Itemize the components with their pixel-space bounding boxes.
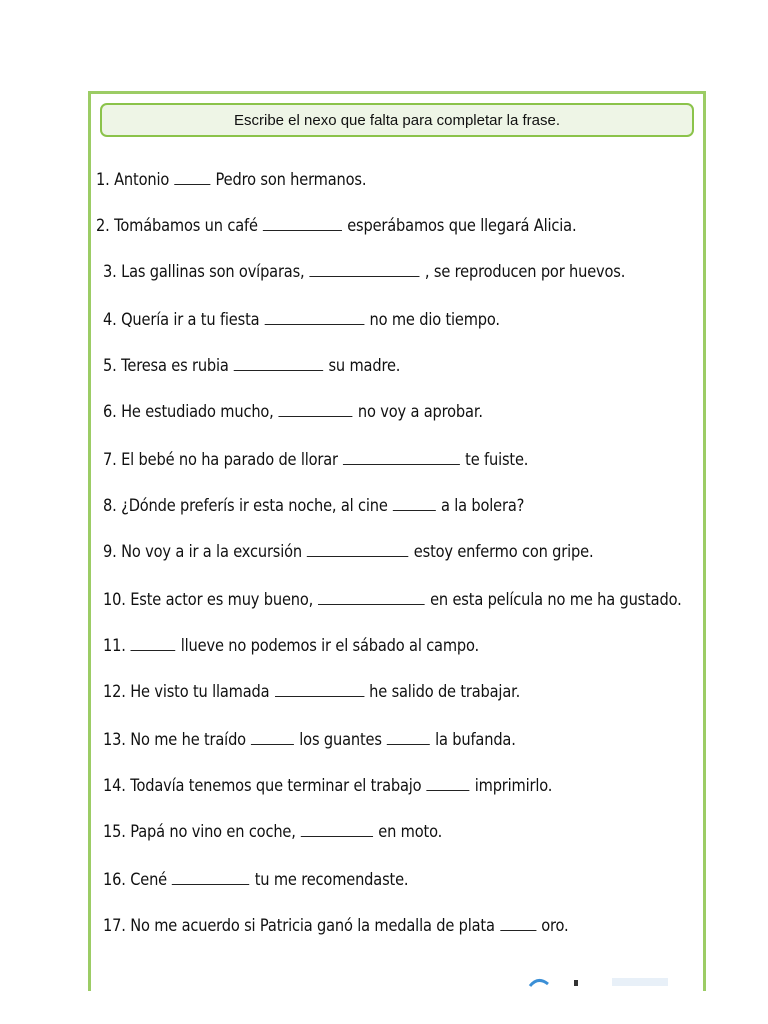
item-number: 1. (96, 170, 110, 190)
answer-blank[interactable] (251, 732, 294, 745)
item-text-before: No me he traído (130, 730, 246, 750)
exercise-6 (103, 402, 483, 422)
item-number: 13. (103, 730, 126, 750)
item-text-before: Tomábamos un café (114, 216, 258, 236)
item-number: 4. (103, 310, 117, 330)
instruction-box (100, 103, 694, 137)
item-number: 3. (103, 262, 117, 282)
item-text-before: No voy a ir a la excursión (121, 542, 302, 562)
answer-blank[interactable] (234, 358, 323, 371)
exercise-1 (96, 170, 366, 190)
instruction-text: Escribe el nexo que falta para completar la frase. (233, 111, 560, 129)
answer-blank[interactable] (393, 498, 436, 511)
item-text-after: a la bolera? (440, 496, 525, 516)
item-text-before: Antonio (114, 170, 170, 190)
item-text-before: He estudiado mucho, (121, 402, 274, 422)
exercise-9 (103, 542, 593, 562)
item-number: 2. (96, 216, 110, 236)
item-number: 14. (103, 776, 126, 796)
item-number: 11. (103, 636, 126, 656)
item-text-before: No me acuerdo si Patricia ganó la medalla de plata (130, 916, 495, 936)
answer-blank[interactable] (343, 452, 460, 465)
answer-blank[interactable] (275, 684, 364, 697)
item-text-before: Las gallinas son ovíparas, (121, 262, 305, 282)
item-text-middle: los guantes (299, 730, 382, 750)
item-text-after: esperábamos que llegará Alicia. (347, 216, 577, 236)
item-text-before: Teresa es rubia (121, 356, 229, 376)
item-number: 8. (103, 496, 117, 516)
item-text-after: Pedro son hermanos. (215, 170, 367, 190)
item-text-after: he salido de trabajar. (369, 682, 521, 702)
item-text-before: Quería ir a tu fiesta (121, 310, 260, 330)
exercise-15 (103, 822, 442, 842)
answer-blank[interactable] (318, 592, 425, 605)
answer-blank[interactable] (174, 172, 210, 185)
exercise-4 (103, 310, 500, 330)
item-number: 7. (103, 450, 117, 470)
item-number: 6. (103, 402, 117, 422)
exercise-14 (103, 776, 552, 796)
item-number: 12. (103, 682, 126, 702)
item-text-after: tu me recomendaste. (254, 870, 409, 890)
answer-blank[interactable] (265, 312, 365, 325)
exercise-13 (103, 730, 516, 750)
item-text-before: Todavía tenemos que terminar el trabajo (130, 776, 422, 796)
item-number: 10. (103, 590, 126, 610)
item-text-before: He visto tu llamada (130, 682, 270, 702)
item-text-after: te fuiste. (465, 450, 529, 470)
item-number: 5. (103, 356, 117, 376)
item-text-after: no me dio tiempo. (369, 310, 500, 330)
item-text-after: en moto. (378, 822, 443, 842)
exercise-11 (103, 636, 479, 656)
item-text-before: ¿Dónde preferís ir esta noche, al cine (121, 496, 388, 516)
item-number: 16. (103, 870, 126, 890)
item-text-before: Cené (130, 870, 168, 890)
exercise-12 (103, 682, 520, 702)
exercise-7 (103, 450, 528, 470)
exercise-8 (103, 496, 524, 516)
item-text-after: imprimirlo. (474, 776, 553, 796)
answer-blank[interactable] (500, 918, 536, 931)
item-text-before: El bebé no ha parado de llorar (121, 450, 338, 470)
answer-blank[interactable] (307, 544, 408, 557)
exercise-16 (103, 870, 408, 890)
answer-blank[interactable] (279, 404, 353, 417)
answer-blank[interactable] (263, 218, 342, 231)
answer-blank[interactable] (427, 778, 470, 791)
item-text-before: Papá no vino en coche, (130, 822, 296, 842)
item-text-before: Este actor es muy bueno, (130, 590, 314, 610)
answer-blank[interactable] (301, 824, 373, 837)
item-number: 9. (103, 542, 117, 562)
item-text-after: la bufanda. (435, 730, 516, 750)
item-text-after: , se reproducen por huevos. (424, 262, 626, 282)
exercise-3 (103, 262, 625, 282)
item-text-after: no voy a aprobar. (357, 402, 483, 422)
answer-blank[interactable] (172, 872, 249, 885)
exercise-2 (96, 216, 576, 236)
item-text-after: llueve no podemos ir el sábado al campo. (180, 636, 480, 656)
item-number: 17. (103, 916, 126, 936)
answer-blank[interactable] (387, 732, 430, 745)
answer-blank[interactable] (131, 638, 176, 651)
exercise-10 (103, 590, 682, 610)
item-text-after: su madre. (328, 356, 401, 376)
item-number: 15. (103, 822, 126, 842)
answer-blank[interactable] (310, 264, 420, 277)
publisher-logo-icon (528, 974, 670, 988)
item-text-after: oro. (541, 916, 569, 936)
exercise-5 (103, 356, 400, 376)
item-text-after: estoy enfermo con gripe. (413, 542, 594, 562)
exercise-17 (103, 916, 569, 936)
item-text-after: en esta película no me ha gustado. (430, 590, 682, 610)
